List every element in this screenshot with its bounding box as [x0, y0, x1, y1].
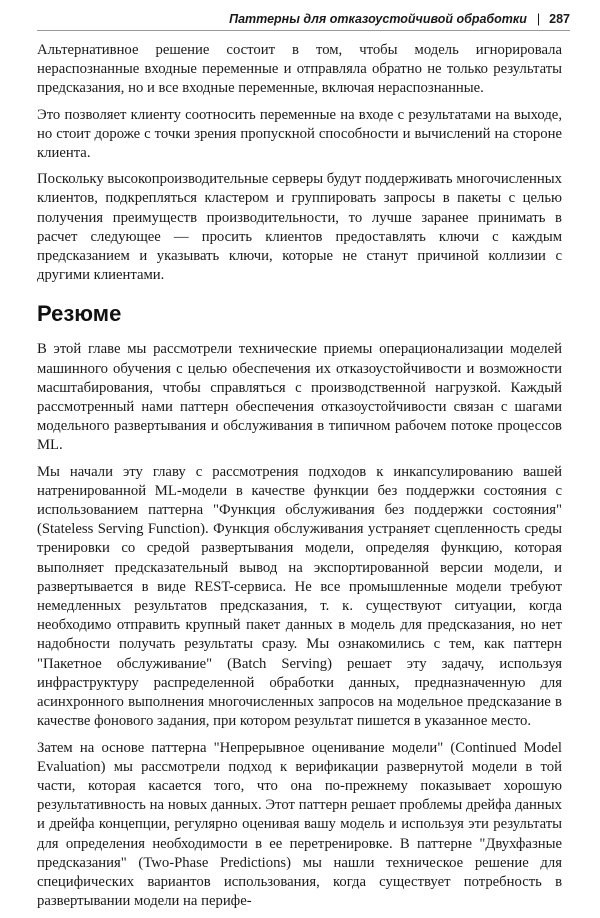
- page-number: 287: [549, 12, 570, 26]
- paragraph: Поскольку высокопроизводительные серверы будут поддерживать многочисленных клиентов, подкрепляться кластером и группировать запросы в пакеты с целью получения преимуществ производительности, то лучше заранее принимать в расчет следующее — просить клиентов предоставлять ключи с каждым предсказанием и указывать ключи, которые не станут причиной коллизии с другими клиентами.: [37, 171, 562, 284]
- paragraph: В этой главе мы рассмотрели технические приемы операционализации моделей машинного обучения с целью обеспечения их отказоустойчивости и возможности масштабирования, чтобы справляться с производственной нагрузкой. Каждый рассмотренный нами паттерн обеспечения отказоустойчивости связан с шагами модельного развертывания и обслуживания в типичном рабочем потоке процессов ML.: [37, 341, 562, 454]
- section-heading: Резюме: [37, 301, 122, 327]
- paragraph: Затем на основе паттерна "Непрерывное оценивание модели" (Continued Model Evaluation) мы рассмотрели подход к верификации развернутой модели в той части, которая касается того, что она по-прежнему показывает хорошую результативность на новых данных. Этот паттерн решает проблемы дрейфа данных и дрейфа концепции, регулярно оценивая вашу модель и используя эти результаты для определения необходимости в ее перетренировке. В паттерне "Двухфазные предсказания" (Two-Phase Predictions) мы нашли техническое решение для специфических вариантов использования, когда существует потребность в развертывании модели на перифе-: [37, 739, 562, 910]
- paragraph: Мы начали эту главу с рассмотрения подходов к инкапсулированию вашей натренированной ML-модели в качестве функции без поддержки состояния с использованием паттерна "Функция обслуживания без поддержки состояния" (Stateless Serving Function). Функция обслуживания устраняет сцепленность среды тренировки со средой развертывания модели, определяя функцию, которая выполняет предсказательный вывод на экспортированной версии модели, и развертывается в виде REST-сервиса. Не все промышленные модели требуют немедленных результатов предсказания, т. к. существуют ситуации, когда необходимо отправить крупный пакет данных в модель для предсказания, но нет надобности получать результаты сразу. Мы ознакомились с тем, как паттерн "Пакетное обслуживание" (Batch Serving) решает эту задачу, используя инфраструктуру распределенной обработки данных, предназначенную для асинхронного выполнения многочисленных запросов на модельное предсказание в качестве фонового задания, при котором результат пишется в указанное место.: [37, 463, 562, 730]
- paragraph: Это позволяет клиенту соотносить переменные на входе с результатами на выходе, но стоит дороже с точки зрения пропускной способности и вычислений на стороне клиента.: [37, 106, 562, 162]
- running-title: Паттерны для отказоустойчивой обработки: [229, 12, 527, 26]
- page-body: [37, 41, 562, 918]
- running-header: [37, 10, 570, 31]
- header-separator: |: [536, 12, 541, 26]
- paragraph: Альтернативное решение состоит в том, чтобы модель игнорировала нераспознанные входные переменные и отправляла обратно не только результаты предсказания, но и все входные переменные, включая нераспознанные.: [37, 42, 562, 97]
